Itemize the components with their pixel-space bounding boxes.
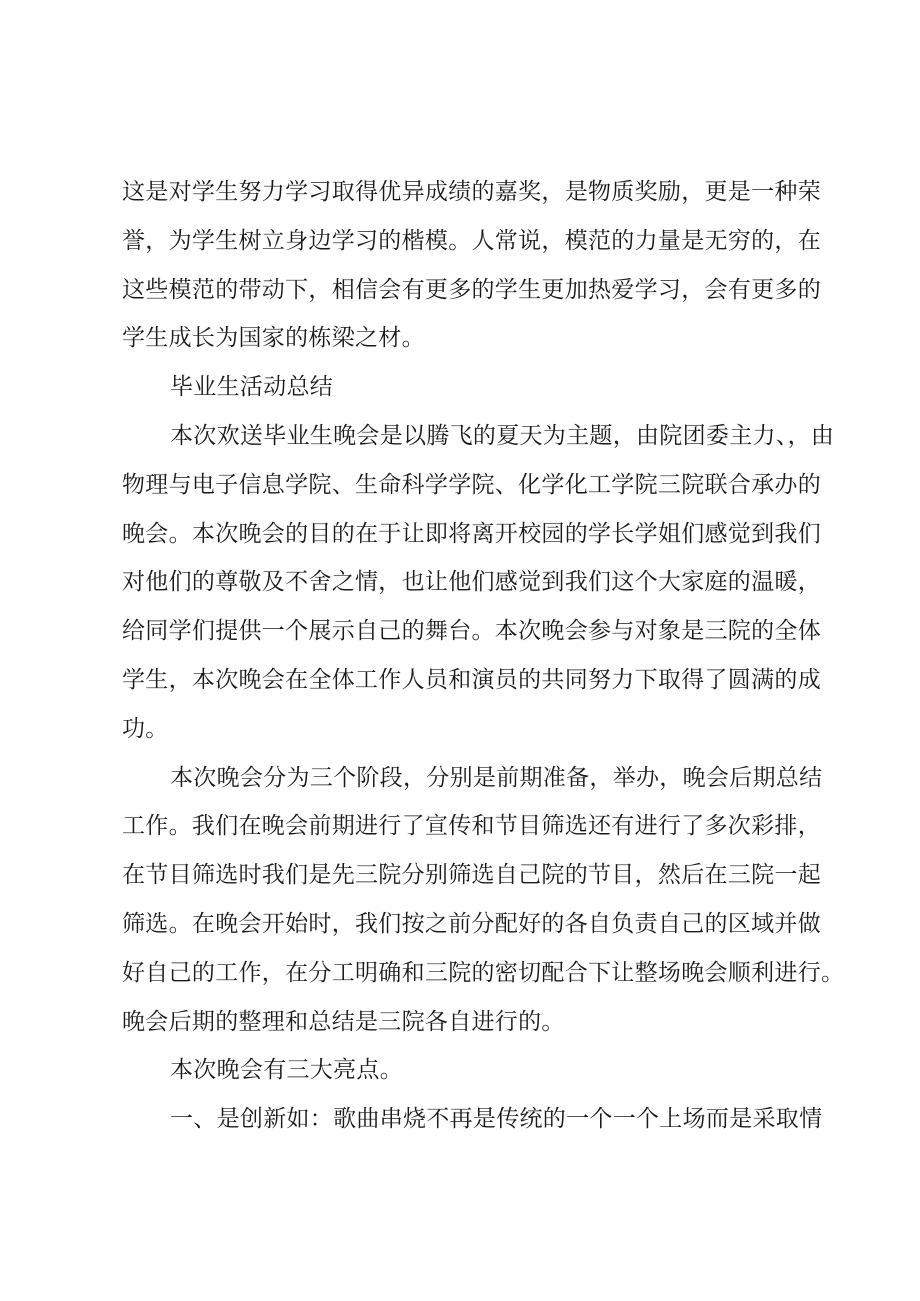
text-line: 给同学们提供一个展示自己的舞台。本次晚会参与对象是三院的全体 [122, 618, 821, 645]
paragraph-start: 本次欢送毕业生晚会是以腾飞的夏天为主题，由院团委主力、，由 [170, 422, 835, 449]
paragraph-start: 一、是创新如：歌曲串烧不再是传统的一个一个上场而是采取情 [170, 1106, 823, 1133]
text-line: 筛选。在晚会开始时，我们按之前分配好的各自负责自己的区域并做 [122, 910, 821, 937]
text-line: 工作。我们在晚会前期进行了宣传和节目筛选还有进行了多次彩排， [122, 813, 821, 840]
text-line: 誉，为学生树立身边学习的楷模。人常说，模范的力量是无穷的，在 [122, 227, 821, 254]
text-line: 晚会。本次晚会的目的在于让即将离开校园的学长学姐们感觉到我们 [122, 520, 821, 547]
text-line: 物理与电子信息学院、生命科学学院、化学化工学院三院联合承办的 [122, 471, 821, 498]
paragraph-start: 本次晚会有三大亮点。 [170, 1057, 403, 1084]
text-line: 学生成长为国家的栋梁之材。 [122, 325, 425, 352]
text-line: 这是对学生努力学习取得优异成绩的嘉奖，是物质奖励，更是一种荣 [122, 179, 821, 205]
text-line: 学生，本次晚会在全体工作人员和演员的共同努力下取得了圆满的成 [122, 666, 821, 693]
text-line: 功。 [122, 715, 169, 742]
paragraph-start: 本次晚会分为三个阶段，分别是前期准备，举办，晚会后期总结 [170, 764, 823, 791]
document-body [122, 168, 845, 1144]
text-line: 这些模范的带动下，相信会有更多的学生更加热爱学习，会有更多的 [122, 276, 821, 303]
section-heading: 毕业生活动总结 [170, 374, 334, 401]
text-line: 好自己的工作，在分工明确和三院的密切配合下让整场晚会顺利进行。 [122, 959, 845, 986]
text-line: 在节目筛选时我们是先三院分别筛选自己院的节目，然后在三院一起 [122, 862, 821, 889]
text-line: 晚会后期的整理和总结是三院各自进行的。 [122, 1008, 565, 1035]
text-line: 对他们的尊敬及不舍之情，也让他们感觉到我们这个大家庭的温暖， [122, 569, 821, 596]
